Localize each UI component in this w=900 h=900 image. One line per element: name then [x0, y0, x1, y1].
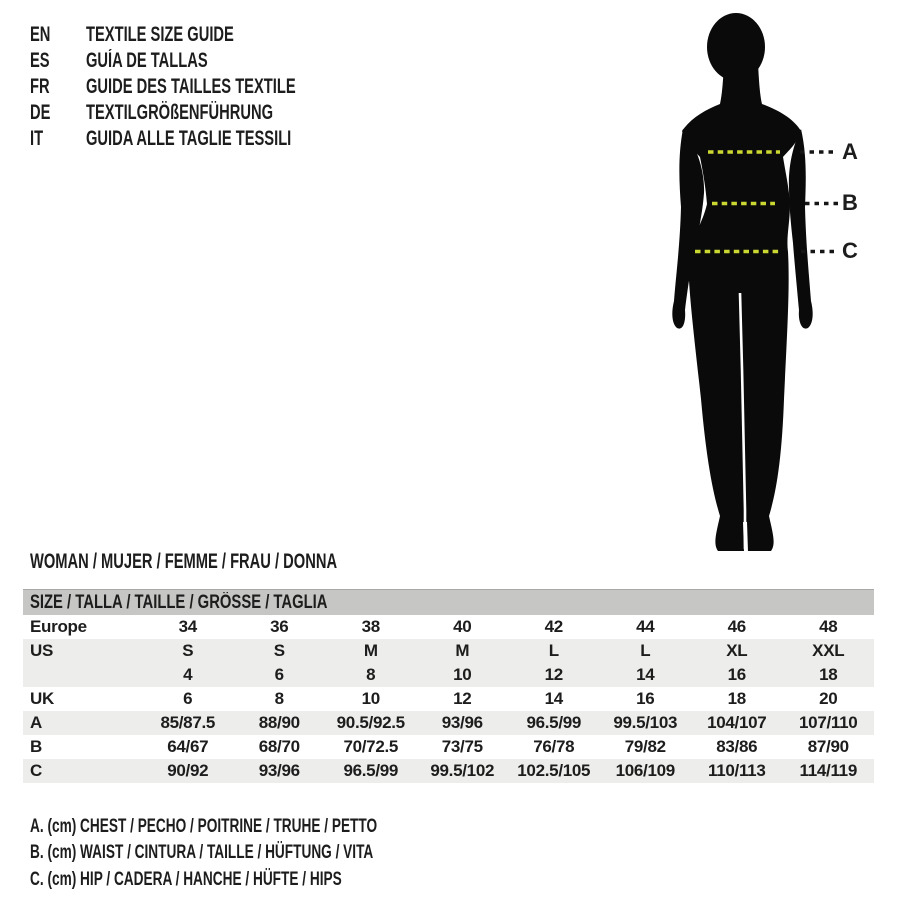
measure-label-c: C	[842, 238, 858, 263]
table-cell: 20	[819, 689, 838, 708]
size-table	[23, 589, 874, 783]
language-row	[30, 100, 296, 126]
table-cell: 18	[819, 665, 838, 684]
size-table-header	[23, 589, 874, 615]
table-row-label: Europe	[30, 617, 87, 636]
table-cell: 85/87.5	[160, 713, 216, 732]
table-row	[23, 711, 874, 735]
table-cell: 40	[453, 617, 472, 636]
language-title: GUIDE DES TAILLES TEXTILE	[86, 75, 296, 98]
table-cell: 87/90	[807, 737, 849, 756]
language-code: FR	[30, 75, 50, 98]
table-cell: 114/119	[799, 761, 857, 780]
table-cell: M	[455, 641, 470, 660]
ankle-separation-line	[745, 522, 746, 552]
table-cell: 90.5/92.5	[336, 713, 405, 732]
table-cell: 99.5/103	[613, 713, 678, 732]
language-code: IT	[30, 127, 44, 150]
table-cell: 73/75	[441, 737, 483, 756]
table-cell: 4	[183, 665, 193, 684]
table-cell: 93/96	[258, 761, 300, 780]
figure-woman-silhouette	[650, 5, 870, 565]
language-list	[30, 22, 409, 152]
table-cell: 79/82	[624, 737, 666, 756]
table-row	[23, 687, 874, 711]
measure-label-a: A	[842, 139, 858, 164]
table-cell: 14	[636, 665, 655, 684]
table-cell: 96.5/99	[343, 761, 399, 780]
table-cell: 34	[178, 617, 197, 636]
table-cell: 96.5/99	[526, 713, 582, 732]
table-cell: 44	[636, 617, 655, 636]
table-cell: 18	[727, 689, 746, 708]
table-cell: M	[363, 641, 378, 660]
table-cell: 10	[453, 665, 472, 684]
language-code: ES	[30, 49, 50, 72]
language-title: TEXTILE SIZE GUIDE	[86, 23, 234, 46]
table-cell: 106/109	[615, 761, 675, 780]
table-cell: 83/86	[716, 737, 758, 756]
size-table-header-text: SIZE / TALLA / TAILLE / GRÖSSE / TAGLIA	[30, 591, 328, 613]
table-row	[23, 615, 874, 639]
table-cell: 16	[636, 689, 655, 708]
table-row	[23, 759, 874, 783]
table-cell: 36	[270, 617, 289, 636]
table-cell: 107/110	[799, 713, 858, 732]
table-row-label: A	[30, 713, 42, 732]
table-cell: L	[548, 641, 559, 660]
table-cell: 8	[366, 665, 376, 684]
table-cell: 48	[819, 617, 838, 636]
table-cell: 88/90	[258, 713, 300, 732]
table-cell: S	[273, 641, 285, 660]
table-cell: 38	[361, 617, 380, 636]
table-cell: 68/70	[258, 737, 300, 756]
table-cell: 8	[274, 689, 284, 708]
table-cell: XXL	[812, 641, 845, 660]
legend-line: C. (cm) HIP / CADERA / HANCHE / HÜFTE / HIPS	[30, 867, 342, 890]
table-cell: 104/107	[707, 713, 767, 732]
size-table-body	[23, 615, 874, 783]
table-cell: 70/72.5	[343, 737, 399, 756]
table-cell: 90/92	[167, 761, 209, 780]
table-cell: S	[182, 641, 194, 660]
table-cell: 16	[727, 665, 746, 684]
measure-legend	[30, 813, 526, 893]
language-code: DE	[30, 101, 51, 124]
section-title: WOMAN / MUJER / FEMME / FRAU / DONNA	[30, 550, 338, 573]
language-title: TEXTILGRÖßENFÜHRUNG	[86, 101, 274, 124]
table-cell: 12	[544, 665, 563, 684]
table-cell: 110/113	[708, 761, 766, 780]
table-row	[23, 663, 874, 687]
table-cell: 64/67	[167, 737, 209, 756]
measure-label-b: B	[842, 190, 858, 215]
table-cell: 14	[544, 689, 563, 708]
table-cell: 6	[183, 689, 193, 708]
language-row	[30, 22, 296, 48]
table-cell: 102.5/105	[517, 761, 591, 780]
table-cell: XL	[726, 641, 748, 660]
legend-line: B. (cm) WAIST / CINTURA / TAILLE / HÜFTUNG / VITA	[30, 841, 374, 864]
table-cell: 99.5/102	[430, 761, 495, 780]
table-cell: 76/78	[533, 737, 575, 756]
table-row	[23, 639, 874, 663]
table-row-label: C	[30, 761, 42, 780]
silhouette-right-arm	[789, 129, 813, 329]
language-row	[30, 74, 296, 100]
table-cell: 10	[361, 689, 380, 708]
table-row	[23, 735, 874, 759]
table-cell: 12	[453, 689, 472, 708]
legend-line: A. (cm) CHEST / PECHO / POITRINE / TRUHE / PETTO	[30, 814, 378, 837]
table-cell: L	[640, 641, 651, 660]
language-code: EN	[30, 23, 51, 46]
table-cell: 42	[544, 617, 563, 636]
table-row-label: US	[30, 641, 54, 660]
table-row-label: UK	[30, 689, 54, 708]
table-cell: 6	[274, 665, 284, 684]
language-title: GUIDA ALLE TAGLIE TESSILI	[86, 127, 292, 150]
table-row-label: B	[30, 737, 42, 756]
language-row	[30, 126, 296, 152]
table-cell: 93/96	[441, 713, 483, 732]
table-cell: 46	[727, 617, 746, 636]
woman-silhouette-svg	[650, 5, 870, 565]
language-row	[30, 48, 296, 74]
language-title: GUÍA DE TALLAS	[86, 49, 208, 72]
